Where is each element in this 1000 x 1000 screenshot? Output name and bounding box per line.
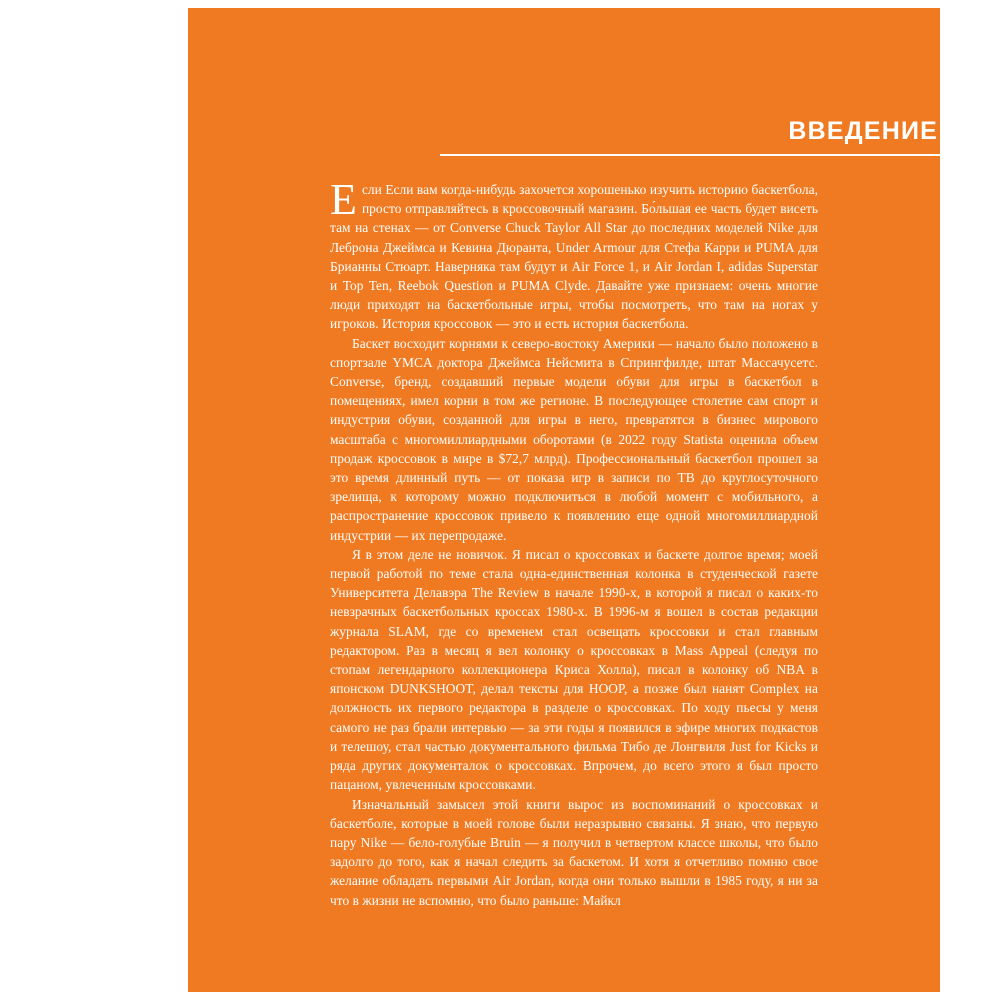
paragraph-1-text: сли Если вам когда-нибудь захочется хорошенько изучить историю баскетбола, просто отправляйтесь в кроссовочный магазин. Бо́льшая ее часть будет висеть там на стенах — от Converse Chuck Taylor All Star до последних моделей Nike для Леброна Джеймса и Кевина Дюранта, Under Armour для Стефа Карри и PUMA для Брианны Стюарт. Наверняка там будут и Air Force 1, и Air Jordan I, adidas Superstar и Top Ten, Reebok Question и PUMA Clyde. Давайте уже признаем: очень многие люди приходят на баскетбольные игры, чтобы посмотреть, что там на ногах у игроков. История кроссовок — это и есть история баскетбола. bbox=[330, 182, 818, 332]
paragraph-1 bbox=[330, 175, 818, 334]
body-text bbox=[330, 175, 818, 910]
paragraph-4: Изначальный замысел этой книги вырос из воспоминаний о кроссовках и баскетболе, которые в моей голове были неразрывно связаны. Я знаю, что первую пару Nike — бело-голубые Bruin — я получил в четвертом классе школы, что было задолго до того, как я начал следить за баскетом. И хотя я отчетливо помню свое желание обладать первыми Air Jordan, когда они только вышли в 1985 году, я ни за что в жизни не вспомню, что было раньше: Майкл bbox=[330, 796, 818, 908]
page-title: ВВЕДЕНИЕ bbox=[788, 117, 938, 145]
chapter-title-block bbox=[440, 118, 940, 156]
drop-cap: Е bbox=[330, 175, 357, 224]
title-divider bbox=[440, 154, 940, 156]
paragraph-3: Я в этом деле не новичок. Я писал о кроссовках и баскете долгое время; моей первой работой по теме стала одна-единственная колонка в студенческой газете Университета Делавэра The Review в начале 1990-х, в которой я писал о каких-то невзрачных баскетбольных кроссах 1980-х. В 1996-м я вошел в состав редакции журнала SLAM, где со временем стал освещать кроссовки и стал главным редактором. Раз в месяц я вел колонку о кроссовках в Mass Appeal (следуя по стопам легендарного коллекционера Криса Холла), писал в колонку об NBA в японском DUNKSHOOT, делал тексты для HOOP, а позже был нанят Complex на должность их первого редактора в разделе о кроссовках. По ходу пьесы у меня самого не раз брали интервью — за эти годы я появился в эфире многих подкастов и телешоу, стал частью документального фильма Тибо де Лонгвиля Just for Kicks и ряда других документалок о кроссовках. Впрочем, до всего этого я был просто пацаном, увлеченным кроссовками. bbox=[330, 546, 818, 793]
page-content bbox=[188, 8, 940, 992]
paragraph-2: Баскет восходит корнями к северо-востоку Америки — начало было положено в спортзале YMCA доктора Джеймса Нейсмита в Спрингфилде, штат Массачусетс. Converse, бренд, создавший первые модели обуви для игры в баскетбол в помещениях, имел корни в том же регионе. В последующее столетие сам спорт и индустрия обуви, созданной для игры в него, превратятся в бизнес мирового масштаба с многомиллиардными оборотами (в 2022 году Statista оценила объем продаж кроссовок в мире в $72,7 млрд). Профессиональный баскетбол прошел за это время длинный путь — от показа игр в записи по ТВ до круглосуточного зрелища, к которому можно подключиться в любой момент с мобильного, а распространение кроссовок привело к появлению еще одной многомиллиардной индустрии — их перепродаже. bbox=[330, 335, 818, 543]
